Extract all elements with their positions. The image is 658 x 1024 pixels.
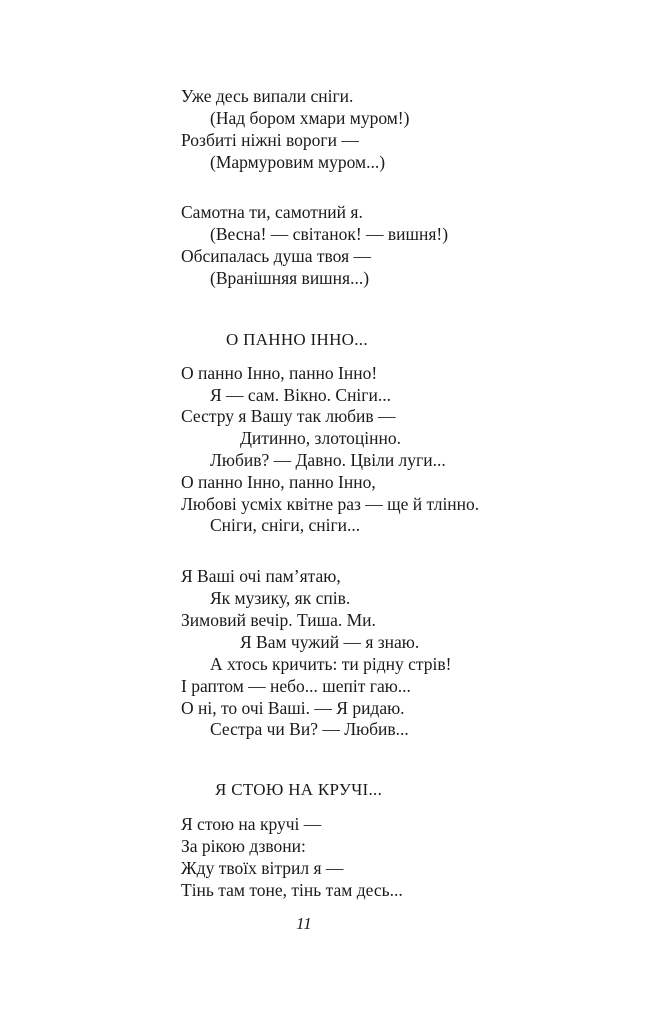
verse-line: (Мармуровим муром...) [210, 152, 386, 172]
verse-line: О ні, то очі Ваші. — Я ридаю. [181, 698, 405, 718]
verse-line: А хтось кричить: ти рідну стрів! [210, 654, 452, 674]
verse-line: Жду твоїх вітрил я — [181, 858, 344, 878]
verse-line: Самотна ти, самотний я. [181, 202, 363, 222]
verse-line: Сестру я Вашу так любив — [181, 406, 396, 426]
verse-line: Любові усміх квітне раз — ще й тлінно. [181, 494, 480, 514]
verse-line: (Над бором хмари муром!) [210, 108, 410, 128]
verse-line: Сніги, сніги, сніги... [210, 515, 361, 535]
verse-line: О панно Інно, панно Інно, [181, 472, 376, 492]
verse-line: За рікою дзвони: [181, 836, 306, 856]
verse-line: Тінь там тоне, тінь там десь... [181, 880, 403, 900]
verse-line: Обсипалась душа твоя — [181, 246, 371, 266]
verse-line: Я Ваші очі пам’ятаю, [181, 566, 341, 586]
verse-line: Я Вам чужий — я знаю. [240, 632, 420, 652]
verse-line: Як музику, як спів. [210, 588, 351, 608]
verse-line: Любив? — Давно. Цвіли луги... [210, 450, 446, 470]
verse-line: Я стою на кручі — [181, 814, 322, 834]
verse-line: Дитинно, злотоцінно. [240, 428, 401, 448]
verse-line: Сестра чи Ви? — Любив... [210, 719, 409, 739]
verse-line: Зимовий вечір. Тиша. Ми. [181, 610, 376, 630]
verse-line: Уже десь випали сніги. [181, 86, 354, 106]
verse-line: О панно Інно, панно Інно! [181, 363, 378, 383]
verse-line: Я — сам. Вікно. Сніги... [210, 385, 391, 405]
poem-title: О ПАННО ІННО... [226, 330, 368, 349]
poem-title: Я СТОЮ НА КРУЧІ... [215, 780, 383, 799]
verse-line: (Весна! — світанок! — вишня!) [210, 224, 449, 244]
verse-line: І раптом — небо... шепіт гаю... [181, 676, 411, 696]
verse-line: Розбиті ніжні вороги — [181, 130, 359, 150]
page-number: 11 [296, 914, 312, 933]
verse-line: (Вранішняя вишня...) [210, 268, 370, 288]
